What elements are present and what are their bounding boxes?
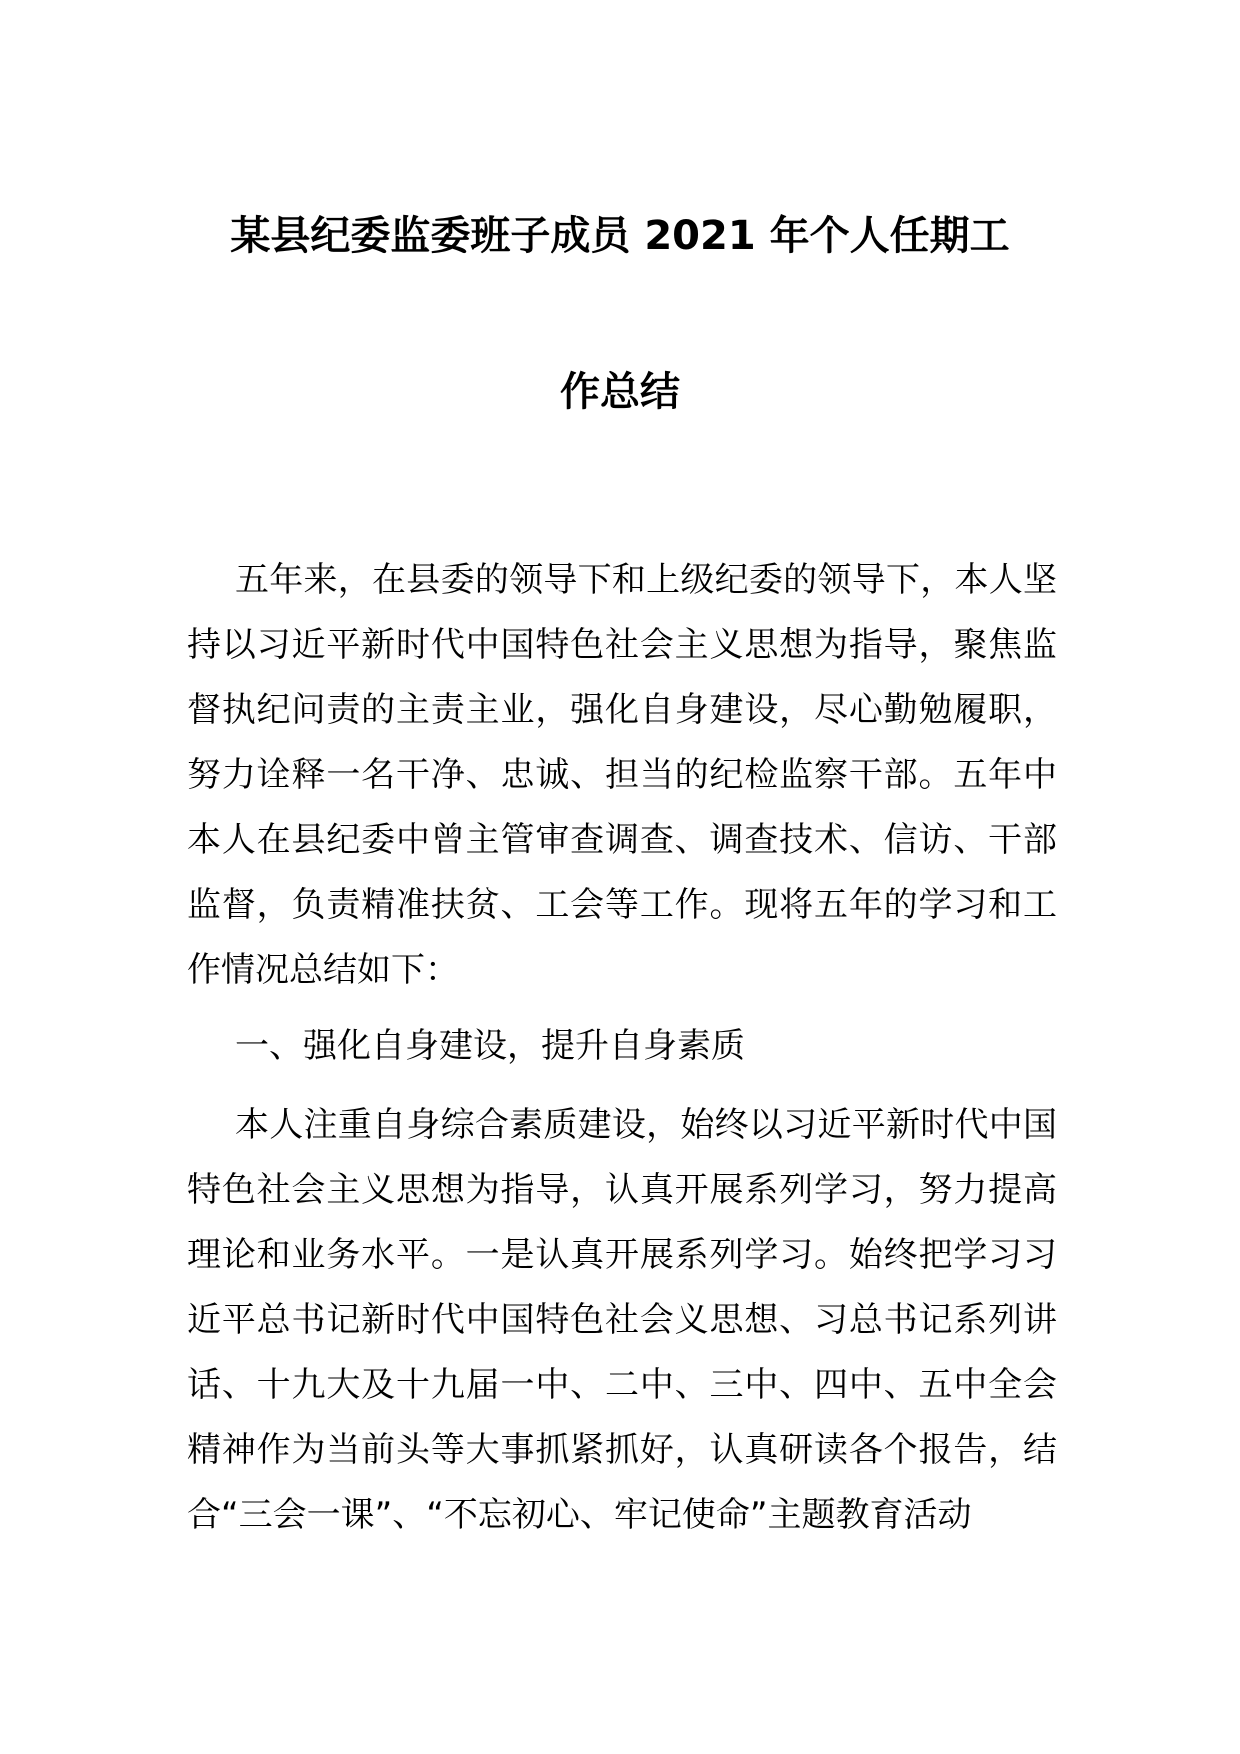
document-title-line-2: 作总结 — [560, 369, 680, 415]
document-title-line-1: 某县纪委监委班子成员 2021 年个人任期工 — [230, 213, 1010, 259]
body-paragraph-2: 本人注重自身综合素质建设，始终以习近平新时代中国特色社会主义思想为指导，认真开展系列学习，努力提高理论和业务水平。一是认真开展系列学习。始终把学习习近平总书记新时代中国特色社会义思想、习总书记系列讲话、十九大及十九届一中、二中、三中、四中、五中全会精神作为当前头等大事抓紧抓好，认真研读各个报告，结合“三会一课”、“不忘初心、牢记使命”主题教育活动 — [187, 1105, 1057, 1535]
body-paragraph-1: 五年来，在县委的领导下和上级纪委的领导下，本人坚持以习近平新时代中国特色社会主义思想为指导，聚焦监督执纪问责的主责主业，强化自身建设，尽心勤勉履职，努力诠释一名干净、忠诚、担当的纪检监察干部。五年中本人在县纪委中曾主管审查调查、调查技术、信访、干部监督，负责精准扶贫、工会等工作。现将五年的学习和工作情况总结如下： — [187, 560, 1057, 990]
section-heading-1: 一、强化自身建设，提升自身素质 — [235, 1026, 745, 1066]
